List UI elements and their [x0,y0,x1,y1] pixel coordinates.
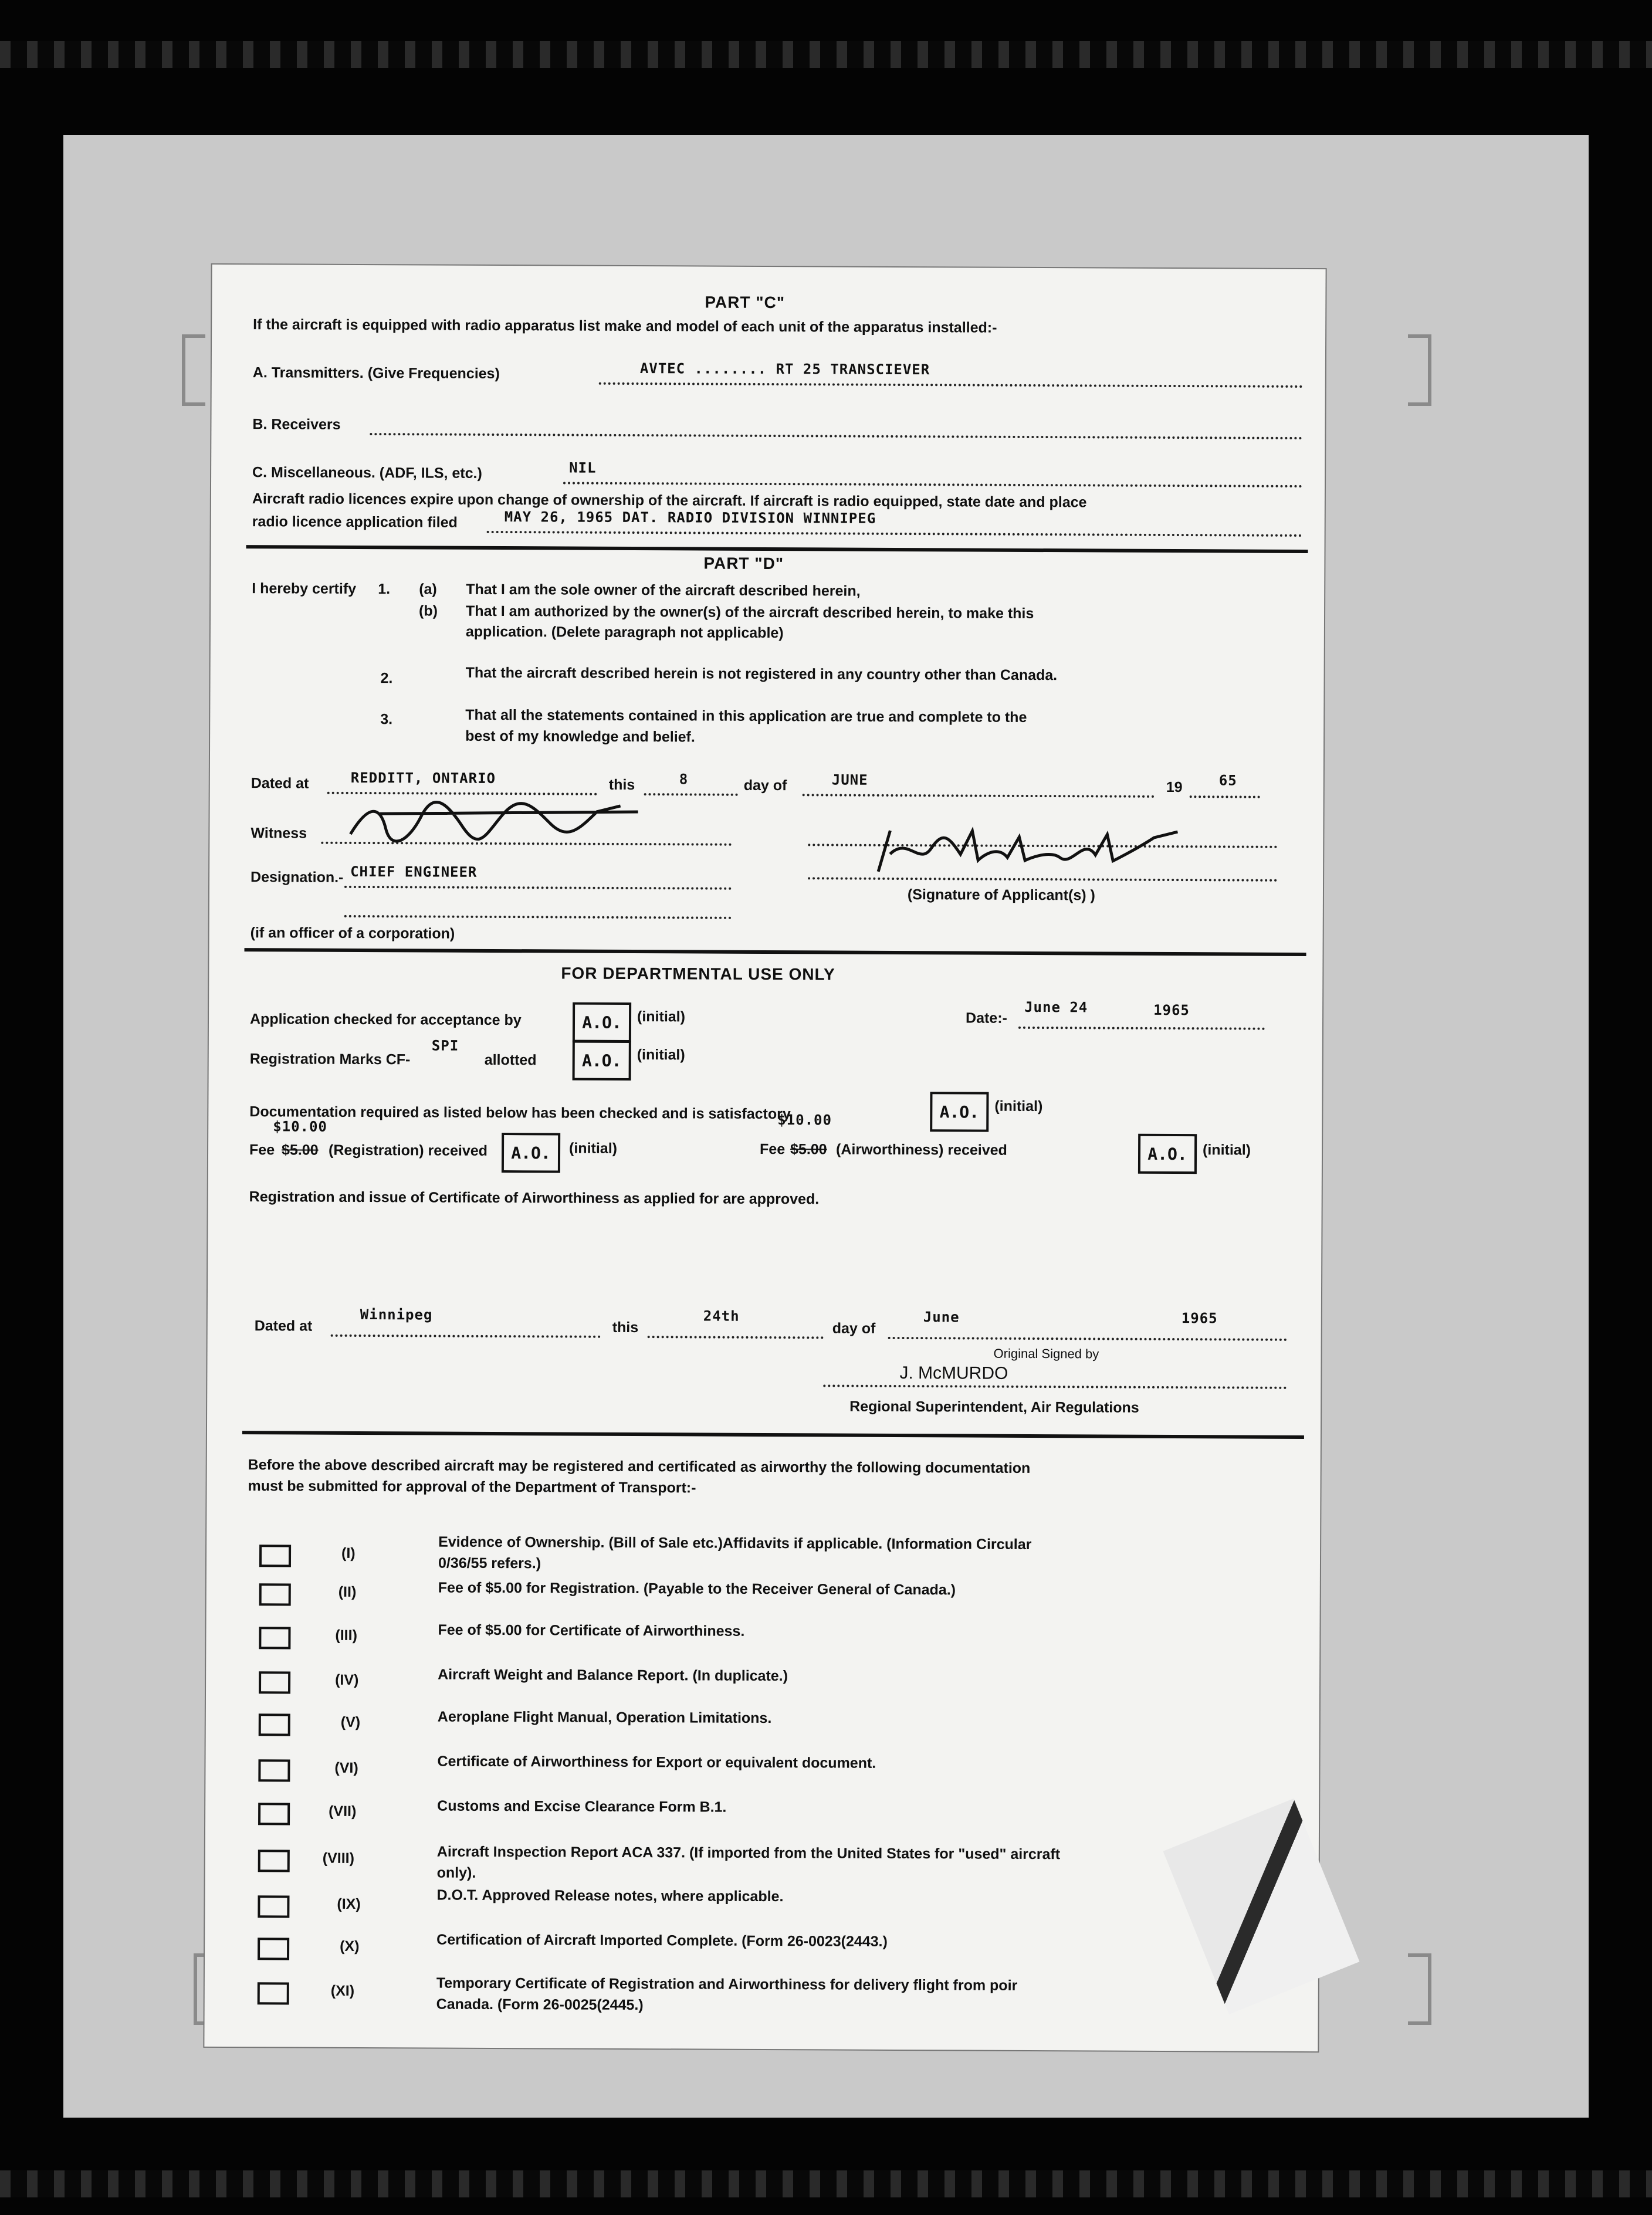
year-value: 65 [1218,772,1237,789]
item-1-number: 1. [378,581,391,598]
licence-value: MAY 26, 1965 DAT. RADIO DIVISION WINNIPEG [504,509,876,527]
dept-month-line [888,1337,1287,1341]
item-2-num: (II) [338,1583,357,1600]
item-2-text: Fee of $5.00 for Registration. (Payable to the Receiver General of Canada.) [438,1579,956,1598]
frame-bracket-bottom-right [1408,1953,1431,2025]
checkbox-item-8[interactable] [258,1850,290,1872]
item-8-text: Aircraft Inspection Report ACA 337. (If imported from the United States for "used" aircraft [436,1843,1061,1863]
item-3-text: That all the statements contained in this application are true and complete to the [465,706,1027,726]
date-value: June 24 [1024,998,1088,1016]
item-3-num: (III) [335,1627,358,1644]
item-8-text-2: only). [436,1864,476,1881]
item-b-tag: (b) [419,602,438,619]
part-c-heading: PART "C" [705,293,786,312]
item-11-text-2: Canada. (Form 26-0025(2445.) [436,1996,644,2014]
witness-label: Witness [250,825,307,842]
date-label: Date:- [965,1010,1007,1027]
fee-air-initial-label: (initial) [1203,1142,1251,1159]
item-3-number: 3. [380,711,393,728]
item-6-text: Certificate of Airworthiness for Export or equivalent document. [437,1753,876,1772]
signer-line [823,1384,1287,1388]
item-b-text: That I am authorized by the owner(s) of the aircraft described herein, to make this [466,602,1034,622]
documentation-intro-2: must be submitted for approval of the Department of Transport:- [248,1478,696,1496]
reg-initial-label: (initial) [637,1046,685,1064]
dept-dated-at-label: Dated at [254,1318,313,1335]
frame-bracket-top-right [1408,334,1431,406]
fee-label: Fee [249,1142,275,1159]
certify-label: I hereby certify [252,580,357,597]
item-7-num: (VII) [329,1803,357,1820]
fee-reg-amount: $10.00 [273,1118,327,1135]
approval-text: Registration and issue of Certificate of Airworthiness as applied for are approved. [249,1188,820,1208]
reg-marks-value: SPI [431,1037,459,1054]
film-perforation-bottom [0,2170,1652,2197]
year-prefix: 19 [1166,778,1183,796]
licence-label: radio licence application filed [252,513,458,531]
dept-dated-at-line [331,1335,601,1338]
fee-air-initials-stamp: A.O. [1138,1134,1197,1174]
fee-reg-struck: $5.00 [281,1142,319,1159]
checked-label: Application checked for acceptance by [249,1011,522,1029]
original-signed-label: Original Signed by [993,1346,1099,1361]
designation-line [344,886,732,890]
checkbox-item-4[interactable] [259,1671,290,1694]
item-a-text: That I am the sole owner of the aircraft described herein, [466,581,861,600]
fee-air-label: (Airworthiness) received [836,1141,1007,1159]
this-label: this [608,776,635,794]
checkbox-item-9[interactable] [258,1895,289,1918]
receivers-line [370,433,1302,439]
officer-note: (if an officer of a corporation) [250,924,455,942]
dept-dated-place: Winnipeg [360,1306,433,1323]
item-1-num: (I) [341,1545,356,1562]
dept-day-value: 24th [703,1308,740,1325]
dept-day-line [648,1336,824,1339]
licence-note: Aircraft radio licences expire upon change of ownership of the aircraft. If aircraft is radio equipped, state date and place [252,490,1087,511]
checkbox-item-3[interactable] [259,1627,290,1649]
item-6-num: (VI) [334,1759,358,1776]
divider-3 [242,1431,1304,1439]
checked-initials-stamp: A.O. [573,1002,631,1042]
dated-at-label: Dated at [250,775,309,792]
item-8-num: (VIII) [322,1850,355,1867]
day-value: 8 [679,771,689,788]
item-9-num: (IX) [337,1895,361,1913]
application-form-page [204,265,1325,2051]
licence-line [487,531,1302,537]
day-of-label: day of [743,777,787,794]
item-10-text: Certification of Aircraft Imported Complete. (Form 26-0023(2443.) [436,1931,888,1950]
departmental-heading: FOR DEPARTMENTAL USE ONLY [561,964,835,984]
checkbox-item-5[interactable] [259,1713,290,1736]
frame-bracket-top-left [182,334,205,406]
film-perforation-top [0,41,1652,68]
transmitters-line [599,382,1303,388]
day-line [644,793,738,796]
month-line [803,794,1155,798]
witness-signature [344,793,649,847]
transmitters-label: A. Transmitters. (Give Frequencies) [252,364,500,382]
divider [246,545,1308,553]
date-year: 1965 [1153,1001,1190,1019]
checkbox-item-11[interactable] [258,1982,289,2004]
item-9-text: D.O.T. Approved Release notes, where applicable. [436,1887,784,1905]
allotted-label: allotted [484,1051,537,1069]
dept-year-value: 1965 [1181,1310,1218,1327]
checked-initial-label: (initial) [637,1008,686,1025]
checkbox-item-7[interactable] [258,1803,290,1825]
fee-air-fee-label: Fee [760,1140,786,1158]
item-11-num: (XI) [330,1982,355,1999]
documentation-initials-stamp: A.O. [930,1092,989,1132]
transmitters-value: AVTEC ........ RT 25 TRANSCIEVER [639,360,930,378]
item-4-text: Aircraft Weight and Balance Report. (In duplicate.) [438,1666,788,1685]
dated-at-place: REDDITT, ONTARIO [350,769,496,787]
item-3-text: Fee of $5.00 for Certificate of Airworthiness. [438,1621,745,1640]
checkbox-item-10[interactable] [258,1938,289,1960]
item-7-text: Customs and Excise Clearance Form B.1. [437,1797,727,1816]
signer-name: J. McMURDO [899,1363,1008,1383]
documentation-initial-label: (initial) [994,1098,1043,1115]
item-2-number: 2. [380,670,393,687]
fee-reg-initial-label: (initial) [569,1140,618,1157]
signer-title: Regional Superintendent, Air Regulations [849,1398,1139,1416]
fee-reg-initials-stamp: A.O. [502,1133,560,1173]
checkbox-item-1[interactable] [259,1545,291,1567]
item-10-num: (X) [340,1938,360,1955]
item-5-num: (V) [340,1713,361,1730]
item-b-text-2: application. (Delete paragraph not applicable) [465,623,784,642]
item-1-text-2: 0/36/55 refers.) [438,1554,541,1572]
part-c-intro: If the aircraft is equipped with radio apparatus list make and model of each unit of the apparatus installed:- [253,316,997,336]
dept-this-label: this [612,1319,639,1336]
reg-marks-label: Registration Marks CF- [249,1051,411,1068]
dept-day-of-label: day of [832,1320,876,1337]
officer-line [344,915,732,919]
item-a-tag: (a) [419,581,437,598]
item-1-text: Evidence of Ownership. (Bill of Sale etc.)Affidavits if applicable. (Information Circular [438,1533,1032,1553]
item-2-text: That the aircraft described herein is not registered in any country other than Canada. [465,664,1058,684]
part-d-heading: PART "D" [703,554,784,573]
applicant-signature [872,825,1201,885]
date-line [1018,1027,1265,1030]
year-line [1190,795,1260,798]
misc-value: NIL [569,459,597,476]
dept-month-value: June [923,1309,960,1326]
item-5-text: Aeroplane Flight Manual, Operation Limitations. [437,1708,772,1727]
designation-label: Designation.- [250,869,344,886]
item-11-text: Temporary Certificate of Registration and Airworthiness for delivery flight from poir [436,1974,1018,1994]
fee-reg-label: (Registration) received [328,1142,488,1159]
item-3-text-2: best of my knowledge and belief. [465,727,695,746]
divider-2 [245,948,1306,956]
signature-caption: (Signature of Applicant(s) ) [907,886,1095,904]
reg-initials-stamp: A.O. [573,1041,631,1081]
fee-air-amount: $10.00 [777,1112,832,1129]
documentation-label: Documentation required as listed below has been checked and is satisfactory [249,1103,791,1123]
checkbox-item-6[interactable] [258,1759,290,1782]
documentation-intro: Before the above described aircraft may be registered and certificated as airworthy the following documentation [248,1457,1031,1476]
designation-value: CHIEF ENGINEER [350,863,478,880]
fee-air-struck: $5.00 [790,1141,827,1158]
misc-label: C. Miscellaneous. (ADF, ILS, etc.) [252,464,482,482]
item-4-num: (IV) [335,1671,359,1688]
month-value: JUNE [831,771,868,788]
misc-line [563,482,1302,487]
receivers-label: B. Receivers [252,416,341,433]
checkbox-item-2[interactable] [259,1583,291,1606]
